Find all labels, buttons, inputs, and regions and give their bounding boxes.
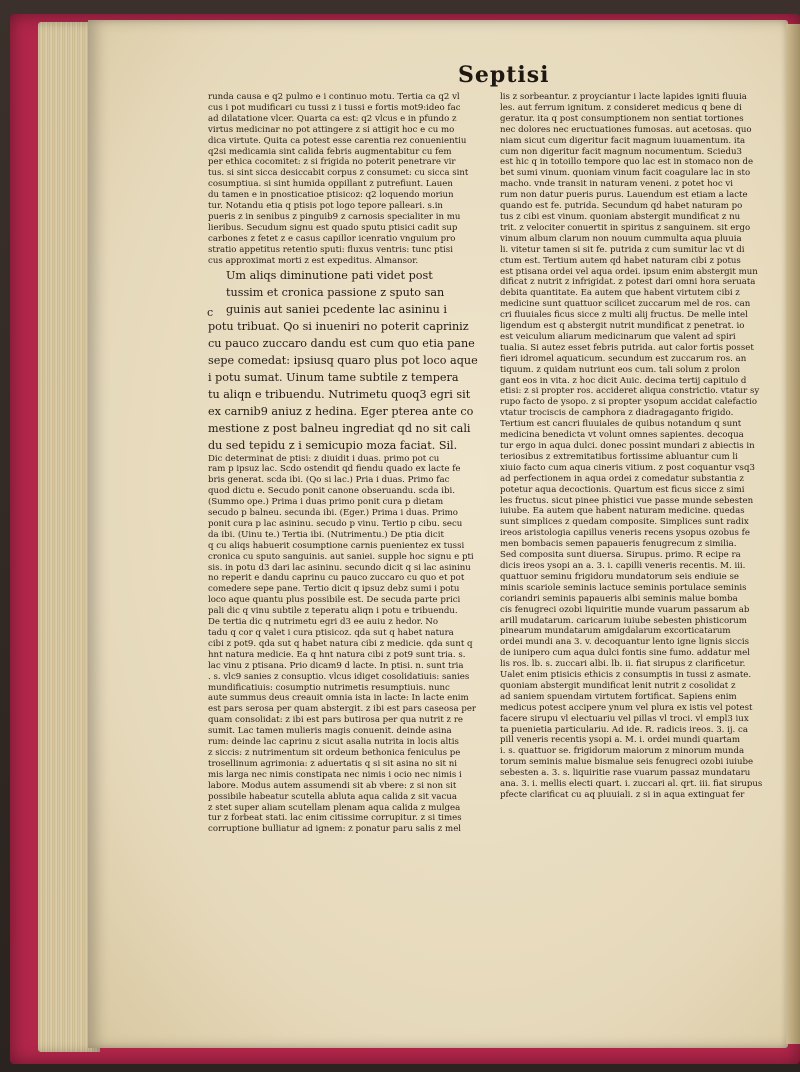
text-line: z siccis: z nutrimentum sit ordeum bethonica feniculus pe	[208, 747, 461, 758]
text-line: geratur. ita q post consumptionem non sentiat tortiones	[500, 113, 744, 124]
left-text-column	[208, 92, 484, 1012]
text-line: nec dolores nec eructuationes fumosas. aut acetosas. quo	[500, 124, 752, 135]
text-line: sebesten a. 3. s. liquiritie rase vuarum passaz mundataru	[500, 768, 751, 779]
text-line: secudo p balneu. secunda ibi. (Eger.) Prima i duas. Primo	[208, 508, 458, 519]
text-line: virtus medicinar no pot attingere z si attigit hoc e cu mo	[208, 124, 455, 135]
text-line: rum non datur pueris purus. Lauendum est etiam a lacte	[500, 190, 748, 201]
text-line: potu tribuat. Qo si inueniri no poterit capriniz	[208, 319, 469, 333]
text-line: medicine sunt quattuor scilicet zuccarum mel de ros. can	[500, 299, 751, 310]
text-line: minis scariole seminis lactuce seminis portulace seminis	[500, 582, 747, 593]
text-line: mis larga nec nimis constipata nec nimis i ocio nec nimis i	[208, 769, 462, 780]
text-line: est ptisana ordei vel aqua ordei. ipsum enim abstergit mun	[500, 266, 758, 277]
text-line: cibi z pot9. qda sut q habet natura cibi z medicie. qda sunt q	[208, 638, 473, 649]
text-line: cosumptiua. si sint humida oppillant z putrefiunt. Lauen	[208, 179, 453, 190]
text-line: . s. vlc9 sanies z consuptio. vlcus idiget cosolidatiuis: sanies	[208, 671, 470, 682]
text-line: ad perfectionem in aqua ordei z comedatur substantia z	[500, 473, 744, 484]
text-line: cronica cu sputo sanguinis. aut saniei. supple hoc signu e pti	[208, 551, 474, 562]
text-line: les fructus. sicut pinee phistici vue passe munde sebesten	[500, 495, 754, 506]
text-line: ctum est. Tertium autem qd habet naturam cibi z potus	[500, 255, 741, 266]
text-line: medicina benedicta vt volunt omnes sapientes. decoqua	[500, 430, 744, 441]
text-line: de iunipero cum aqua dulci fontis sine fumo. addatur mel	[500, 648, 750, 659]
text-line: pfecte clarificat cu aq pluuiali. z si in aqua extinguat fer	[500, 790, 745, 800]
text-line: dicis ireos ysopi an a. 3. i. capilli veneris recentis. M. iii.	[500, 560, 746, 571]
text-line: ram p ipsuz lac. Scdo ostendit qd fiendu quado ex lacte fe	[208, 464, 461, 475]
text-line: xiuio facto cum aqua cineris vitium. z post coquantur vsq3	[500, 462, 755, 473]
text-line: da ibi. (Uinu te.) Tertia ibi. (Nutrimentu.) De ptia dicit	[208, 529, 444, 540]
text-line: dificat z nutrit z infrigidat. z potest dari omni hora seruata	[500, 277, 756, 288]
text-line: carbones z fetet z e casus capillor icenratio vnguium pro	[208, 233, 456, 244]
text-line: quattuor seminu frigidoru mundatorum seis endiuie se	[500, 571, 739, 582]
text-line: loco aque quantu plus possibile est. De secuda parte prici	[208, 595, 461, 606]
text-line: coriandri seminis papaueris albi seminis malue bomba	[500, 593, 738, 604]
text-line: hnt natura medicie. Ea q hnt natura cibi z pot9 sunt tria. s.	[208, 649, 466, 660]
text-line: tur z forbeat stati. lac enim citissime corrupitur. z si times	[208, 813, 462, 824]
text-line: runda causa e q2 pulmo e i continuo motu. Tertia ca q2 vl	[208, 92, 460, 102]
text-line: men bombacis semen papaueris fenugrecum z similia.	[500, 539, 737, 550]
text-line: Tertium est cancri fluuiales de quibus notandum q sunt	[500, 419, 742, 430]
text-line: rupo facto de ysopo. z si propter ysopum accidat calefactio	[500, 397, 758, 408]
text-line: sumit. Lac tamen mulieris magis conuenit. deinde asina	[208, 726, 452, 737]
text-line: pali dic q vinu subtile z teperatu aliqn i potu e tribuendu.	[208, 606, 458, 617]
text-line: macho. vnde transit in naturam veneni. z potet hoc vi	[500, 179, 733, 190]
text-line: quando est fe. putrida. Secundum qd habet naturam po	[500, 201, 743, 212]
text-line: Um aliqs diminutione pati videt post	[226, 268, 433, 282]
text-line: possibile habeatur scutella abluta aqua calida z sit vacua	[208, 791, 457, 802]
text-line: quod dictu e. Secudo ponit canone obseruandu. scda ibi.	[208, 486, 455, 497]
text-line: bris generat. scda ibi. (Qo si lac.) Pria i duas. Primo fac	[208, 475, 450, 486]
text-line: ex carnib9 aniuz z hedina. Eger pterea ante co	[208, 404, 474, 418]
text-line: torum seminis malue bismalue seis fenugreci ozobi iuiube	[500, 757, 754, 768]
text-line: lis ros. lb. s. zuccari albi. lb. ii. fiat sirupus z clarificetur.	[500, 659, 746, 670]
text-line: tussim et cronica passione z sputo san	[226, 285, 445, 299]
text-line: z stet super aliam scutellam plenam aqua calida z mulgea	[208, 802, 461, 813]
text-line: per ethica cocomitet: z si frigida no poterit penetrare vir	[208, 157, 456, 168]
text-line: facere sirupu vl electuariu vel pillas vl troci. vl empl3 iux	[500, 713, 749, 724]
text-line: De tertia dic q nutrimetu egri d3 ee auiu z hedor. No	[208, 617, 439, 628]
text-line: trosellinum agrimonia: z aduertatis q si sit asina no sit ni	[208, 758, 458, 769]
text-line: est hic q in totoillo tempore quo lac est in stomaco non de	[500, 157, 754, 168]
text-line: Ualet enim ptisicis ethicis z consumptis in tussi z asmate.	[500, 670, 752, 681]
text-line: quam consolidat: z ibi est pars butirosa per qua nutrit z re	[208, 715, 464, 726]
text-line: i. s. quattuor se. frigidorum maiorum z minorum munda	[500, 746, 745, 757]
text-line: est pars serosa per quam abstergit. z ibi est pars caseosa per	[208, 704, 477, 715]
text-line: cus approximat morti z est expeditus. Almansor.	[208, 255, 419, 266]
text-line: iuiube. Ea autem que habent naturam medicine. quedas	[500, 506, 745, 517]
text-line: niam sicut cum digeritur facit magnum iuuamentum. ita	[500, 135, 746, 146]
text-line: ta puenietia particulariu. Ad ide. R. radicis ireos. 3. ij. ca	[500, 724, 748, 735]
text-line: tus z cibi est vinum. quoniam abstergit mundificat z nu	[500, 211, 741, 222]
text-line: ad dilatatione vlcer. Quarta ca est: q2 vlcus e in pfundo z	[208, 113, 457, 124]
text-line: corruptione bulliatur ad ignem: z ponatur paru salis z mel	[208, 824, 462, 835]
text-line: li. vitetur tamen si sit fe. putrida z cum sumitur lac vt di	[500, 244, 745, 255]
text-line: ireos aristologia capillus veneris recens ysopus ozobus fe	[500, 528, 750, 539]
text-line: medicus potest accipere ynum vel plura ex istis vel potest	[500, 702, 753, 713]
text-line: guinis aut saniei pcedente lac asininu i	[226, 302, 447, 316]
text-line: Dic determinat de ptisi: z diuidit i duas. primo pot cu	[208, 453, 440, 464]
text-line: etisi: z si propter ros. accideret aliqua constrictio. vtatur sy	[500, 386, 760, 397]
text-line: sepe comedat: ipsiusq quaro plus pot loco aque	[208, 353, 478, 367]
text-line: cum non digeritur facit magnum nocumentum. Sciedu3	[500, 146, 742, 157]
text-line: cu pauco zuccaro dandu est cum quo etia pane	[208, 336, 475, 350]
margin-note: c	[207, 306, 214, 319]
text-line: du tamen e in pnosticatioe ptisicoz: q2 loquendo moriun	[208, 190, 454, 201]
text-line: ordei mundi ana 3. v. decoquantur lento igne lignis siccis	[500, 637, 750, 648]
text-line: les. aut ferrum ignitum. z consideret medicus q bene di	[500, 102, 742, 113]
text-line: trit. z velociter conuertit in spiritus z sanguinem. sit ergo	[500, 222, 751, 233]
text-line: aute summus deus creauit omnia ista in lacte: In lacte enim	[208, 693, 469, 704]
text-line: teriosibus z extremitatibus fortissime abluantur cum li	[500, 451, 738, 462]
text-line: stratio appetitus retentio sputi: fluxus ventris: tunc ptisi	[208, 244, 453, 255]
text-line: bet sumi vinum. quoniam vinum facit coagulare lac in sto	[500, 168, 751, 179]
text-line: tualia. Si autez esset febris putrida. aut calor fortis posset	[500, 342, 754, 353]
text-line: rum: deinde lac caprinu z sicut asalia nutrita in locis altis	[208, 737, 459, 748]
text-line: gant eos in vita. z hoc dicit Auic. decima tertij capitulo d	[500, 375, 747, 386]
text-line: lis z sorbeantur. z proyciantur i lacte lapides igniti fluuia	[500, 92, 747, 102]
text-line: lieribus. Secudum signu est quado sputu ptisici cadit sup	[208, 222, 458, 233]
text-line: ana. 3. i. mellis electi quart. i. zuccari al. qrt. iii. fiat sirupus	[500, 779, 763, 790]
text-line: cis fenugreci ozobi liquiritie munde vuarum passarum ab	[500, 604, 750, 615]
text-line: tur. Notandu etia q ptisis pot logo tepore palleari. s.in	[208, 201, 443, 212]
text-line: est veiculum aliarum medicinarum que valent ad spiri	[500, 331, 736, 342]
text-line: ponit cura p lac asininu. secudo p vinu. Tertio p cibu. secu	[208, 518, 463, 529]
text-line: dica virtute. Quita ca potest esse carentia rez conuenientiu	[208, 135, 467, 146]
text-line: du sed tepidu z i semicupio moza faciat. Sil.	[208, 438, 458, 452]
text-line: ligendum est q abstergit nutrit mundificat z penetrat. io	[500, 321, 745, 332]
text-line: tadu q cor q valet i cura ptisicoz. qda sut q habet natura	[208, 628, 454, 638]
text-line: i potu sumat. Uinum tame subtile z tempera	[208, 370, 459, 384]
text-line: q cu aliqs habuerit cosumptione carnis puenientez ex tussi	[208, 540, 465, 551]
text-line: pill veneris recentis ysopi a. M. i. ordei mundi quartam	[500, 735, 741, 746]
text-line: (Summo ope.) Prima i duas primo ponit cura p dietam	[208, 497, 444, 508]
right-text-column	[500, 92, 768, 1012]
text-line: pueris z in senibus z pinguib9 z carnosis specialiter in mu	[208, 211, 461, 222]
text-line: pinearum mundatarum amigdalarum excorticatarum	[500, 626, 731, 637]
text-line: mundificatiuis: cosumptio nutrimetis resumptiuis. nunc	[208, 682, 450, 693]
text-line: tus. si sint sicca desiccabit corpus z consumet: cu sicca sint	[208, 168, 469, 179]
text-line: fieri idromel aquaticum. secundum est zuccarum ros. an	[500, 353, 747, 364]
text-line: cus i pot mudificari cu tussi z i tussi e fortis mot9:ideo fac	[208, 102, 461, 113]
text-line: ad saniem spuendam virtutem fortificat. Sapiens enim	[500, 691, 737, 702]
text-line: sis. in potu d3 dari lac asininu. secundo dicit q si lac asininu	[208, 562, 471, 573]
text-line: cri fluuiales ficus sicce z multi alij fructus. De melle intel	[500, 310, 748, 321]
text-line: debita quantitate. Ea autem que habent virtutem cibi z	[500, 288, 740, 299]
text-line: comedere sepe pane. Tertio dicit q ipsuz debz sumi i potu	[208, 584, 460, 595]
text-line: no reperit e dandu caprinu cu pauco zuccaro cu quo et pot	[208, 573, 465, 584]
text-line: mestione z post balneu ingrediat qd no sit cali	[208, 421, 471, 435]
text-line: Sed composita sunt diuersa. Sirupus. primo. R ecipe ra	[500, 550, 741, 561]
text-line: vinum album clarum non nouum cummulta aqua pluuia	[500, 233, 742, 244]
right-page-edge	[786, 24, 800, 1044]
running-head: Septisi	[458, 62, 550, 88]
text-line: sunt simplices z quedam composite. Simplices sunt radix	[500, 517, 749, 528]
text-line: vtatur trociscis de camphora z diadragaganto frigido.	[500, 408, 734, 419]
text-line: tu aliqn e tribuendu. Nutrimetu quoq3 egri sit	[208, 387, 471, 401]
text-line: arill mudatarum. caricarum iuiube sebesten phisticorum	[500, 615, 747, 626]
text-line: lac vinu z ptisana. Prio dicam9 d lacte. In ptisi. n. sunt tria	[208, 660, 464, 671]
text-line: potetur aqua decoctionis. Quartum est ficus sicce z simi	[500, 484, 745, 495]
text-line: q2si medicamia sint calida febris augmentabitur cu fem	[208, 146, 452, 157]
text-line: labore. Modus autem assumendi sit ab vbere: z si non sit	[208, 780, 457, 791]
text-line: tur ergo in aqua dulci. donec possint mundari z abiectis in	[500, 441, 755, 451]
text-line: tiquum. z quidam nutriunt eos cum. tali solum z prolon	[500, 364, 740, 375]
text-line: quoniam abstergit mundificat lenit nutrit z cosolidat z	[500, 680, 736, 691]
